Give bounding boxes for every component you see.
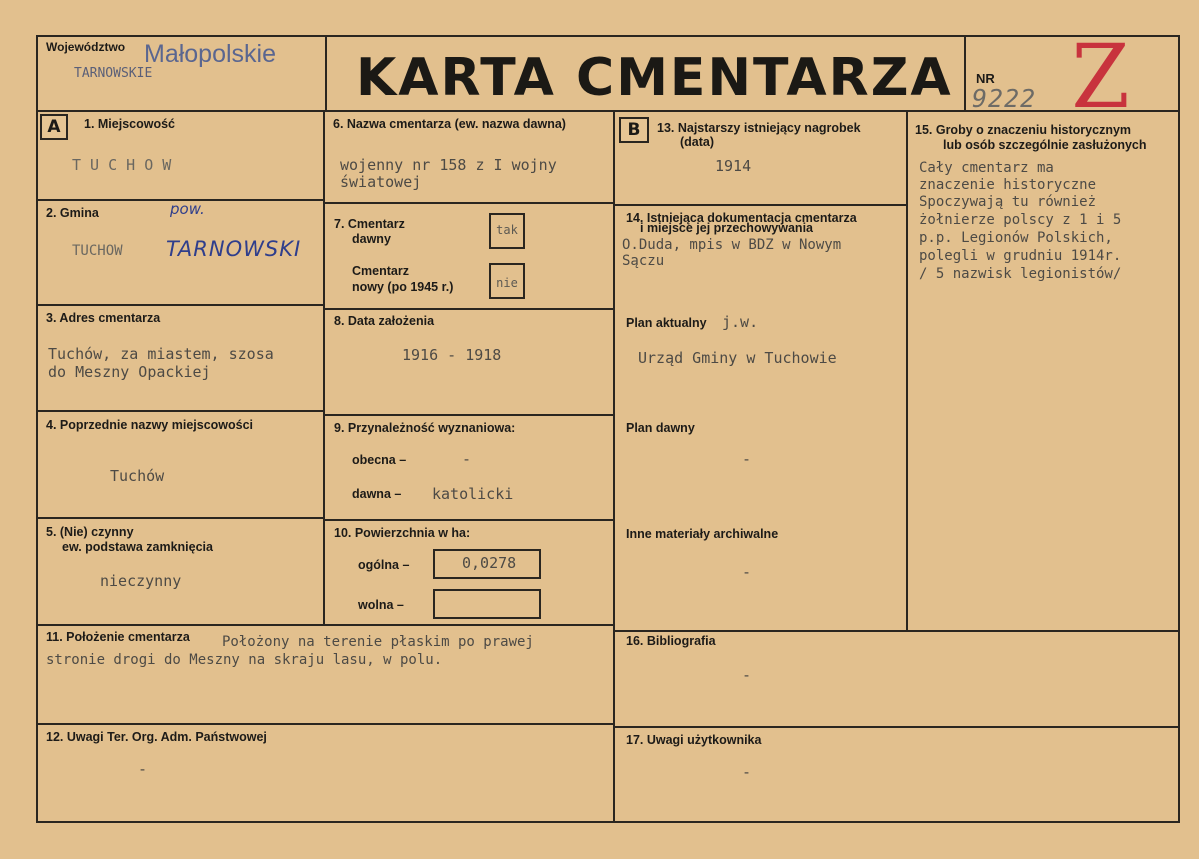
divider xyxy=(325,35,327,111)
divider xyxy=(613,110,615,823)
wojewodztwo-label: Województwo xyxy=(46,40,126,54)
field-11-value-line2: stronie drogi do Meszny na skraju lasu, w polu. xyxy=(46,652,443,668)
field-3-value-line1: Tuchów, za miastem, szosa xyxy=(48,345,274,363)
field-13-label-line2: (data) xyxy=(680,135,715,149)
wojewodztwo-stamp: Małopolskie xyxy=(144,40,277,68)
field-9-dawna-label: dawna – xyxy=(352,487,402,501)
field-6-label: 6. Nazwa cmentarza (ew. nazwa dawna) xyxy=(333,117,566,131)
field-15-line: Spoczywają tu również xyxy=(919,194,1097,210)
field-15-line: znaczenie historyczne xyxy=(919,177,1097,193)
nr-letter: Z xyxy=(1071,25,1130,128)
field-4-value: Tuchów xyxy=(110,467,165,485)
field-15-label-line1: 15. Groby o znaczeniu historycznym xyxy=(915,123,1132,137)
field-10-wolna-box xyxy=(433,589,541,619)
plan-dawny-value: - xyxy=(742,450,752,468)
plan-aktualny-value: j.w. xyxy=(722,313,759,331)
field-3-label: 3. Adres cmentarza xyxy=(46,311,161,325)
nr-value: 9222 xyxy=(972,84,1037,113)
field-7-label-line2: dawny xyxy=(352,232,391,246)
field-10-label: 10. Powierzchnia w ha: xyxy=(334,526,471,540)
field-14-label-line1: 14. Istniejąca dokumentacja cmentarza xyxy=(626,211,857,225)
plan-aktualny-label: Plan aktualny xyxy=(626,316,707,330)
field-12-value: - xyxy=(138,760,148,778)
field-7-label-line3: Cmentarz xyxy=(352,264,409,278)
section-b-badge: B xyxy=(619,117,649,143)
field-6-value-line1: wojenny nr 158 z I wojny xyxy=(340,156,557,174)
plan-aktualny-value2: Urząd Gminy w Tuchowie xyxy=(638,349,837,367)
field-10-ogolna-value: 0,0278 xyxy=(462,554,517,572)
divider xyxy=(323,110,325,626)
field-1-label: 1. Miejscowość xyxy=(84,117,176,131)
divider xyxy=(613,630,1180,632)
divider xyxy=(36,624,614,626)
frame-bottom xyxy=(36,821,1180,823)
field-13-value: 1914 xyxy=(715,157,752,175)
field-14-value-line2: Sączu xyxy=(622,253,665,269)
divider xyxy=(36,410,324,412)
field-9-label: 9. Przynależność wyznaniowa: xyxy=(334,421,516,435)
field-17-label: 17. Uwagi użytkownika xyxy=(626,733,762,747)
divider xyxy=(323,414,614,416)
field-15-label-line2: lub osób szczególnie zasłużonych xyxy=(943,138,1147,152)
inne-materialy-value: - xyxy=(742,563,752,581)
field-7-label-line1: 7. Cmentarz xyxy=(334,217,405,231)
field-5-label-line2: ew. podstawa zamknięcia xyxy=(62,540,213,554)
field-9-obecna-value: - xyxy=(462,450,472,468)
divider xyxy=(613,726,1180,728)
field-2-label: 2. Gmina xyxy=(46,206,99,220)
field-2-value: TUCHOW xyxy=(72,243,123,259)
field-14-value-line1: O.Duda, mpis w BDZ w Nowym xyxy=(622,237,842,253)
frame-top xyxy=(36,35,1180,37)
field-2-hand-value: TARNOWSKI xyxy=(166,237,302,261)
field-3-value-line2: do Meszny Opackiej xyxy=(48,363,211,381)
field-8-label: 8. Data założenia xyxy=(334,314,435,328)
field-13-label-line1: 13. Najstarszy istniejący nagrobek xyxy=(657,121,861,135)
wojewodztwo-typed: TARNOWSKIE xyxy=(74,66,153,81)
field-15-line: Cały cmentarz ma xyxy=(919,160,1054,176)
nr-label: NR xyxy=(976,71,995,86)
field-15-line: żołnierze polscy z 1 i 5 xyxy=(919,212,1122,228)
divider xyxy=(613,204,907,206)
field-5-value: nieczynny xyxy=(100,572,182,590)
frame-right xyxy=(1178,35,1180,823)
field-9-obecna-label: obecna – xyxy=(352,453,407,467)
field-10-ogolna-label: ogólna – xyxy=(358,558,410,572)
field-15-line: p.p. Legionów Polskich, xyxy=(919,230,1113,246)
divider xyxy=(36,517,324,519)
field-4-label: 4. Poprzednie nazwy miejscowości xyxy=(46,418,254,432)
divider xyxy=(36,304,324,306)
field-11-label: 11. Położenie cmentarza xyxy=(46,630,190,644)
section-a-badge: A xyxy=(40,114,68,140)
field-2-hand-prefix: pow. xyxy=(170,200,205,218)
field-5-label-line1: 5. (Nie) czynny xyxy=(46,525,134,539)
field-17-value: - xyxy=(742,763,752,781)
field-7-label-line4: nowy (po 1945 r.) xyxy=(352,280,454,294)
field-7-nowy-value: nie xyxy=(496,276,518,290)
divider xyxy=(323,519,614,521)
divider xyxy=(906,110,908,632)
field-6-value-line2: światowej xyxy=(340,173,422,191)
field-8-value: 1916 - 1918 xyxy=(402,346,502,364)
field-16-value: - xyxy=(742,666,752,684)
field-12-label: 12. Uwagi Ter. Org. Adm. Państwowej xyxy=(46,730,267,744)
field-14-label-line2: i miejsce jej przechowywania xyxy=(640,221,813,235)
field-16-label: 16. Bibliografia xyxy=(626,634,716,648)
inne-materialy-label: Inne materiały archiwalne xyxy=(626,527,779,541)
divider xyxy=(36,723,614,725)
divider xyxy=(323,202,614,204)
divider xyxy=(323,308,614,310)
field-15-line: polegli w grudniu 1914r. xyxy=(919,248,1122,264)
field-11-value-line1: Położony na terenie płaskim po prawej xyxy=(222,634,534,650)
field-7-dawny-value: tak xyxy=(496,223,518,237)
field-9-dawna-value: katolicki xyxy=(432,485,514,503)
frame-left xyxy=(36,35,38,823)
plan-dawny-label: Plan dawny xyxy=(626,421,695,435)
field-15-line: / 5 nazwisk legionistów/ xyxy=(919,266,1122,282)
field-10-wolna-label: wolna – xyxy=(358,598,404,612)
field-1-value: T U C H O W xyxy=(72,156,172,174)
divider xyxy=(964,35,966,111)
page-title: KARTA CMENTARZA xyxy=(356,48,953,108)
